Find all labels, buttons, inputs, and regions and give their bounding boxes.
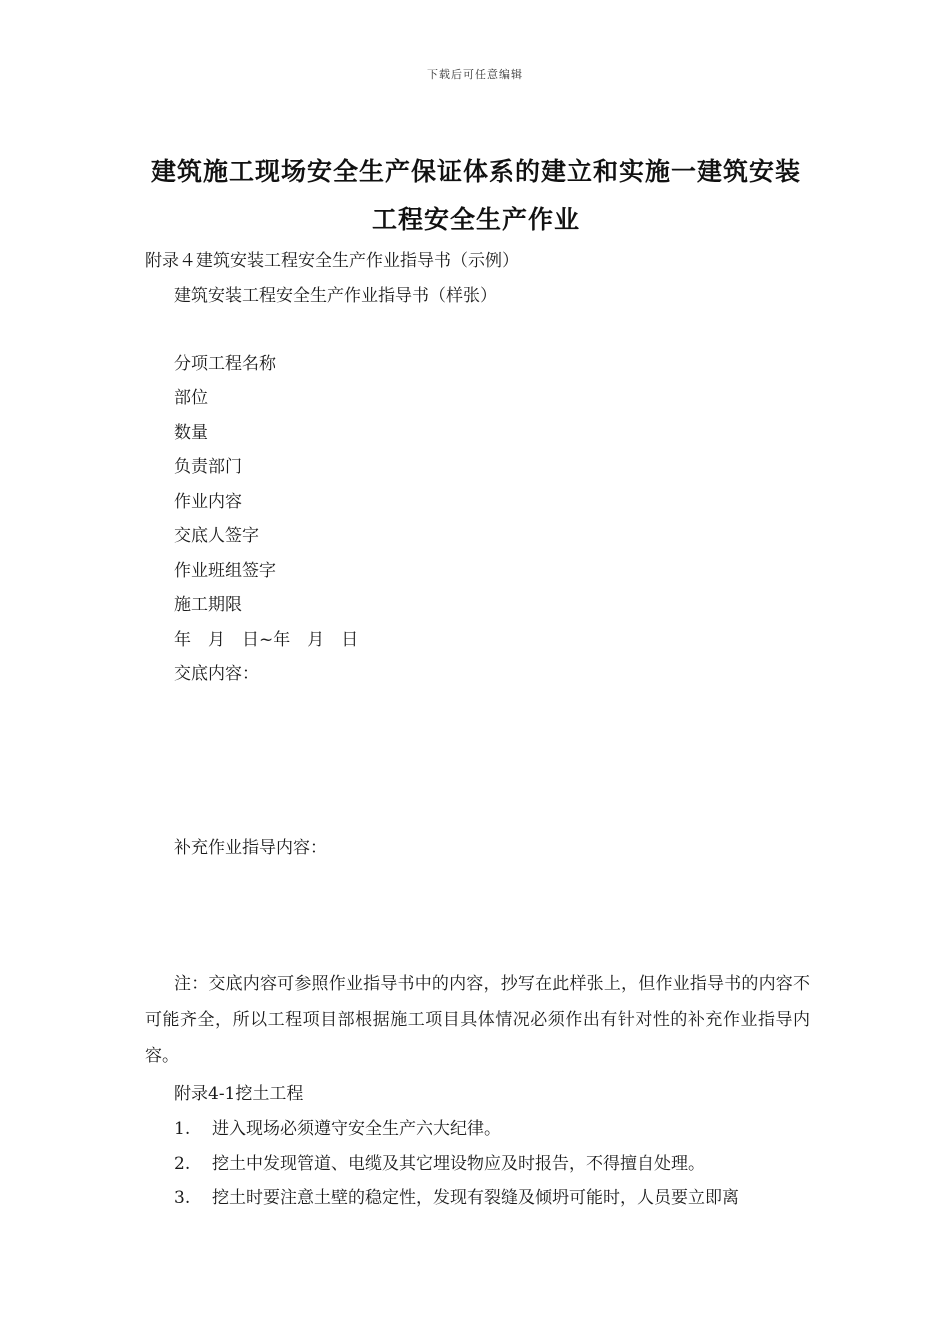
header-note: 下载后可任意编辑 — [427, 68, 523, 81]
list-item-number: 3. — [174, 1188, 191, 1208]
list-item-number: 1. — [174, 1119, 191, 1139]
supplement-label: 补充作业指导内容： — [174, 838, 327, 858]
form-field-project-name: 分项工程名称 — [174, 354, 276, 374]
list-item-number: 2. — [174, 1154, 191, 1174]
form-field-department: 负责部门 — [174, 457, 242, 477]
form-field-quantity: 数量 — [174, 423, 208, 443]
form-field-location: 部位 — [174, 388, 208, 408]
section-heading: 附录4-1挖土工程 — [174, 1084, 304, 1104]
appendix-heading: 附录４建筑安装工程安全生产作业指导书（示例） — [145, 251, 519, 271]
form-field-briefing-content: 交底内容： — [174, 664, 259, 684]
list-item — [174, 1118, 501, 1140]
list-item-text: 挖土中发现管道、电缆及其它埋设物应及时报告，不得擅自处理。 — [212, 1154, 705, 1174]
list-item-text: 挖土时要注意土壁的稳定性，发现有裂缝及倾坍可能时，人员要立即离 — [212, 1188, 739, 1208]
form-heading: 建筑安装工程安全生产作业指导书（样张） — [174, 286, 497, 306]
list-item-text: 进入现场必须遵守安全生产六大纪律。 — [212, 1119, 501, 1139]
form-field-briefer-signature: 交底人签字 — [174, 526, 259, 546]
list-item — [174, 1187, 739, 1209]
document-title: 建筑施工现场安全生产保证体系的建立和实施一建筑安装工程安全生产作业 — [150, 157, 801, 234]
form-field-team-signature: 作业班组签字 — [174, 561, 276, 581]
form-field-period: 施工期限 — [174, 595, 242, 615]
list-item — [174, 1153, 705, 1175]
form-field-work-content: 作业内容 — [174, 492, 242, 512]
form-field-date-range: 年 月 日~年 月 日 — [174, 630, 359, 650]
note-paragraph: 注：交底内容可参照作业指导书中的内容，抄写在此样张上，但作业指导书的内容不可能齐全，所以工程项目部根据施工项目具体情况必须作出有针对性的补充作业指导内容。 — [145, 974, 810, 1066]
